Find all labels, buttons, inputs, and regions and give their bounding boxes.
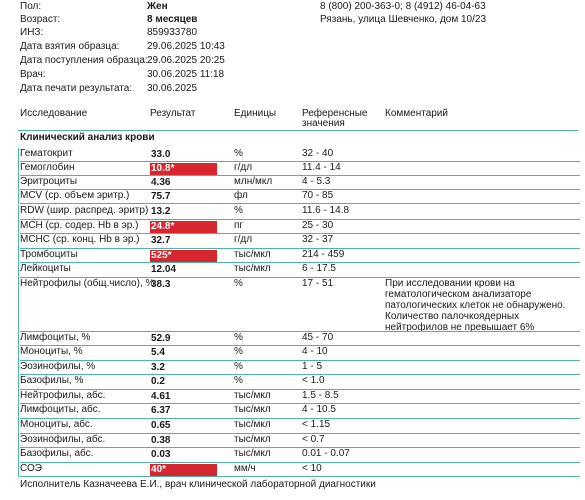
- unit: %: [234, 361, 243, 372]
- unit: тыс/мкл: [234, 249, 271, 260]
- printed-label: Дата печати результата:: [20, 83, 133, 94]
- result-value: 52.9: [151, 333, 171, 344]
- reference-range: 32 - 40: [302, 148, 334, 159]
- result-value: 75.7: [151, 191, 171, 202]
- table-row: [0, 190, 585, 204]
- reference-range: 17 - 51: [302, 278, 334, 289]
- reference-range: 4 - 5.3: [302, 176, 331, 187]
- reference-range: 1 - 5: [302, 361, 323, 372]
- row-left-border: [18, 419, 19, 434]
- test-name: MCHC (ср. конц. Hb в эр.): [20, 234, 140, 245]
- age-label: Возраст:: [20, 14, 61, 25]
- reference-range: 11.4 - 14: [302, 162, 341, 173]
- table-row: [0, 148, 585, 162]
- section-title: Клинический анализ крови: [20, 132, 155, 143]
- result-value: 3.2: [151, 362, 165, 373]
- col-units: Единицы: [234, 108, 277, 119]
- test-name: Базофилы, абс.: [20, 448, 94, 459]
- row-left-border: [18, 332, 19, 346]
- table-row: [0, 278, 585, 332]
- unit: %: [234, 148, 243, 159]
- table-row: [0, 205, 585, 220]
- result-value: 0.03: [151, 449, 171, 460]
- result-value: 0.65: [151, 420, 171, 431]
- received-value: 29.06.2025 20:25: [147, 55, 225, 66]
- col-comment: Комментарий: [385, 108, 448, 119]
- table-row: [0, 332, 585, 346]
- table-row: [0, 434, 585, 448]
- row-left-border: [18, 404, 19, 419]
- unit: тыс/мкл: [234, 404, 271, 415]
- reference-range: < 1.15: [302, 419, 331, 430]
- reference-range: 32 - 37: [302, 234, 334, 245]
- reference-range: 0.01 - 0.07: [302, 448, 350, 459]
- test-name: MCV (ср. объем эритр.): [20, 190, 130, 201]
- test-name: Базофилы, %: [20, 375, 84, 386]
- unit: %: [234, 278, 243, 289]
- test-name: Тромбоциты: [20, 249, 78, 260]
- table-row: [0, 234, 585, 249]
- result-flagged: 24.8*: [150, 221, 217, 233]
- table-row: [0, 375, 585, 390]
- unit: %: [234, 332, 243, 343]
- row-left-border: [18, 463, 19, 477]
- row-left-border: [18, 375, 19, 390]
- row-left-border: [18, 190, 19, 204]
- reference-range: 11.6 - 14.8: [302, 205, 350, 216]
- row-divider: [20, 476, 580, 477]
- unit: тыс/мкл: [234, 263, 271, 274]
- result-value: 5.4: [151, 347, 165, 358]
- row-left-border: [18, 448, 19, 463]
- sex-label: Пол:: [20, 1, 42, 12]
- unit: %: [234, 205, 243, 216]
- result-flagged: 40*: [150, 464, 217, 476]
- result-value: 13.2: [151, 206, 171, 217]
- test-name: Гемоглобин: [20, 162, 75, 173]
- address: Рязань, улица Шевченко, дом 10/23: [320, 14, 487, 25]
- row-left-border: [18, 249, 19, 263]
- test-name: Эритроциты: [20, 176, 78, 187]
- unit: млн/мкл: [234, 176, 273, 187]
- table-row: [0, 361, 585, 375]
- row-left-border: [18, 390, 19, 404]
- result-value: 4.36: [151, 177, 171, 188]
- col-reference: Референсные значения: [302, 108, 368, 129]
- unit: тыс/мкл: [234, 390, 271, 401]
- inz-label: ИНЗ:: [20, 27, 44, 38]
- comment: При исследовании крови на гематологическом анализаторе патологических клеток не обнаружено. Количество палочкоядерных нейтрофилов не превышает 6%: [385, 278, 566, 333]
- test-name: СОЭ: [20, 463, 42, 474]
- test-name: Гематокрит: [20, 148, 73, 159]
- footer-signature: Исполнитель Казначеева Е.И., врач клинической лабораторной диагностики: [20, 479, 376, 490]
- table-row: [0, 176, 585, 190]
- unit: тыс/мкл: [234, 434, 271, 445]
- result-value: 33.0: [151, 149, 171, 160]
- taken-value: 29.06.2025 10:43: [147, 41, 225, 52]
- reference-range: 6 - 17.5: [302, 263, 336, 274]
- unit: тыс/мкл: [234, 448, 271, 459]
- phones: 8 (800) 200-363-0; 8 (4912) 46-04-63: [320, 1, 486, 12]
- test-name: Нейтрофилы (общ.число), %: [20, 278, 155, 289]
- result-value: 12.04: [151, 264, 177, 275]
- reference-range: 4 - 10: [302, 346, 328, 357]
- unit: г/дл: [234, 162, 253, 173]
- table-row: [0, 263, 585, 278]
- row-left-border: [18, 176, 19, 190]
- taken-label: Дата взятия образца:: [20, 41, 120, 52]
- unit: г/дл: [234, 234, 253, 245]
- doctor-value: 30.06.2025 11:18: [147, 69, 225, 80]
- table-row: [0, 346, 585, 361]
- row-left-border: [18, 234, 19, 249]
- reference-range: 4 - 10.5: [302, 404, 336, 415]
- row-left-border: [18, 434, 19, 448]
- row-left-border: [18, 205, 19, 220]
- unit: фл: [234, 190, 248, 201]
- test-name: Лейкоциты: [20, 263, 71, 274]
- test-name: Моноциты, %: [20, 346, 83, 357]
- col-result: Результат: [150, 108, 196, 119]
- table-row: [0, 463, 585, 477]
- row-left-border: [18, 148, 19, 162]
- table-row: [0, 419, 585, 434]
- reference-range: 214 - 459: [302, 249, 345, 260]
- row-left-border: [18, 278, 19, 332]
- test-name: Лимфоциты, %: [20, 332, 91, 343]
- reference-range: 45 - 70: [302, 332, 334, 343]
- sex-value: Жен: [147, 1, 168, 12]
- row-left-border: [18, 162, 19, 176]
- test-name: Эозинофилы, абс.: [20, 434, 106, 445]
- table-row: [0, 448, 585, 463]
- row-left-border: [18, 263, 19, 278]
- test-name: Нейтрофилы, абс.: [20, 390, 106, 401]
- received-label: Дата поступления образца:: [20, 55, 148, 66]
- unit: %: [234, 346, 243, 357]
- test-name: Лимфоциты, абс.: [20, 404, 101, 415]
- reference-range: 25 - 30: [302, 220, 334, 231]
- reference-range: < 1.0: [302, 375, 325, 386]
- test-name: MCH (ср. содер. Hb в эр.): [20, 220, 139, 231]
- col-test: Исследование: [20, 108, 88, 119]
- table-row: [0, 390, 585, 404]
- result-value: 0.38: [151, 435, 171, 446]
- row-left-border: [18, 220, 19, 234]
- result-flagged: 10.8*: [150, 163, 217, 175]
- reference-range: 1.5 - 8.5: [302, 390, 339, 401]
- unit: пг: [234, 220, 244, 231]
- inz-value: 859933780: [147, 27, 198, 38]
- table-row: [0, 404, 585, 419]
- reference-range: < 10: [302, 463, 322, 474]
- row-left-border: [18, 361, 19, 375]
- reference-range: 70 - 85: [302, 190, 334, 201]
- unit: %: [234, 375, 243, 386]
- unit: мм/ч: [234, 463, 256, 474]
- result-value: 38.3: [151, 279, 171, 290]
- table-row: [0, 249, 585, 263]
- unit: тыс/мкл: [234, 419, 271, 430]
- result-value: 32.7: [151, 235, 171, 246]
- table-row: [0, 220, 585, 234]
- doctor-label: Врач:: [20, 69, 46, 80]
- printed-value: 30.06.2025: [147, 83, 198, 94]
- test-name: Моноциты, абс.: [20, 419, 93, 430]
- age-value: 8 месяцев: [147, 14, 198, 25]
- result-value: 6.37: [151, 405, 171, 416]
- row-divider: [20, 203, 580, 204]
- result-value: 4.61: [151, 391, 171, 402]
- result-flagged: 525*: [150, 250, 217, 262]
- reference-range: < 0.7: [302, 434, 325, 445]
- test-name: RDW (шир. распред. эритр): [20, 205, 149, 216]
- result-value: 0.2: [151, 376, 165, 387]
- row-left-border: [18, 346, 19, 361]
- test-name: Эозинофилы, %: [20, 361, 96, 372]
- table-row: [0, 162, 585, 176]
